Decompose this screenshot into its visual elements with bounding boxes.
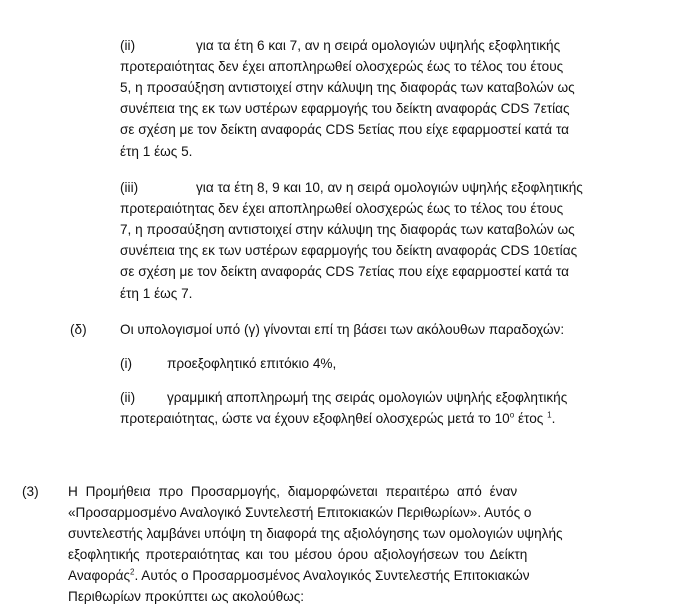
clause-ii-line-1: για τα έτη 6 και 7, αν η σειρά ομολογιών υψηλής εξοφλητικής — [196, 38, 561, 53]
assumption-ii-label: (ii) — [120, 390, 136, 405]
footnote-ref-2[interactable]: 2 — [130, 567, 135, 577]
clause-d-text: Οι υπολογισμοί υπό (γ) γίνονται επί τη βάσει των ακόλουθων παραδοχών: — [120, 322, 565, 337]
section-3-line-5-start: Αναφοράς — [68, 568, 130, 583]
clause-iii-line-1: για τα έτη 8, 9 και 10, αν η σειρά ομολογιών υψηλής εξοφλητικής — [196, 180, 583, 195]
clause-ii-line-3: 5, η προσαύξηση αντιστοιχεί στην κάλυψη της διαφοράς των καταβολών ως — [120, 80, 575, 95]
ordinal-superscript: ο — [509, 410, 515, 420]
clause-d-label: (δ) — [70, 322, 87, 337]
footnote-ref-1[interactable]: 1 — [547, 410, 552, 420]
clause-ii-line-6: έτη 1 έως 5. — [120, 144, 193, 159]
assumption-ii-line-2-start: προτεραιότητας, ώστε να έχουν εξοφληθεί ολοσχερώς μετά το 10 — [120, 411, 510, 426]
clause-iii-line-2: προτεραιότητας δεν έχει αποπληρωθεί ολοσχερώς έως το τέλος του έτους — [120, 201, 564, 216]
assumption-i-text: προεξοφλητικό επιτόκιο 4%, — [167, 356, 337, 371]
section-3-line-6: Περιθωρίων προκύπτει ως ακολούθως: — [68, 589, 305, 604]
section-3-line-3: συντελεστής λαμβάνει υπόψη τη διαφορά της αξιολόγησης των ομολογιών υψηλής — [68, 526, 563, 541]
clause-ii-line-2: προτεραιότητας δεν έχει αποπληρωθεί ολοσχερώς έως το τέλος του έτους — [120, 59, 564, 74]
clause-iii-line-6: έτη 1 έως 7. — [120, 286, 193, 301]
assumption-ii-line-2-end: έτος — [514, 411, 544, 426]
clause-iii-line-5: σε σχέση με τον δείκτη αναφοράς CDS 7ετίας που είχε εφαρμοστεί κατά τα — [120, 264, 569, 279]
assumption-ii-line-2-tail: . — [551, 411, 556, 426]
assumption-ii-line-1: γραμμική αποπληρωμή της σειράς ομολογιών υψηλής εξοφλητικής — [167, 390, 568, 405]
section-3-line-5 — [68, 566, 530, 586]
assumption-i-label: (i) — [120, 356, 133, 371]
clause-iii-line-4: συνέπεια της εκ των υστέρων εφαρμογής του δείκτη αναφοράς CDS 10ετίας — [120, 243, 578, 258]
section-3-line-1: Η Προμήθεια προ Προσαρμογής, διαμορφώνεται περαιτέρω από έναν — [68, 484, 518, 499]
section-3-line-5-end: . Αυτός ο Προσαρμοσμένος Αναλογικός Συντελεστής Επιτοκιακών — [134, 568, 530, 583]
clause-iii-line-3: 7, η προσαύξηση αντιστοιχεί στην κάλυψη της διαφοράς των καταβολών ως — [120, 222, 575, 237]
clause-ii-label: (ii) — [120, 38, 136, 53]
section-3-line-2: «Προσαρμοσμένο Αναλογικό Συντελεστή Επιτοκιακών Περιθωρίων». Αυτός ο — [68, 505, 532, 520]
section-3-label: (3) — [22, 484, 39, 499]
clause-ii-line-5: σε σχέση με τον δείκτη αναφοράς CDS 5ετίας που είχε εφαρμοστεί κατά τα — [120, 122, 569, 137]
assumption-ii-line-2 — [120, 409, 555, 429]
section-3-line-4: εξοφλητικής προτεραιότητας και του μέσου όρου αξιολογήσεων του Δείκτη — [68, 547, 528, 562]
clause-ii-line-4: συνέπεια της εκ των υστέρων εφαρμογής του δείκτη αναφοράς CDS 7ετίας — [120, 101, 570, 116]
clause-iii-label: (iii) — [120, 180, 139, 195]
